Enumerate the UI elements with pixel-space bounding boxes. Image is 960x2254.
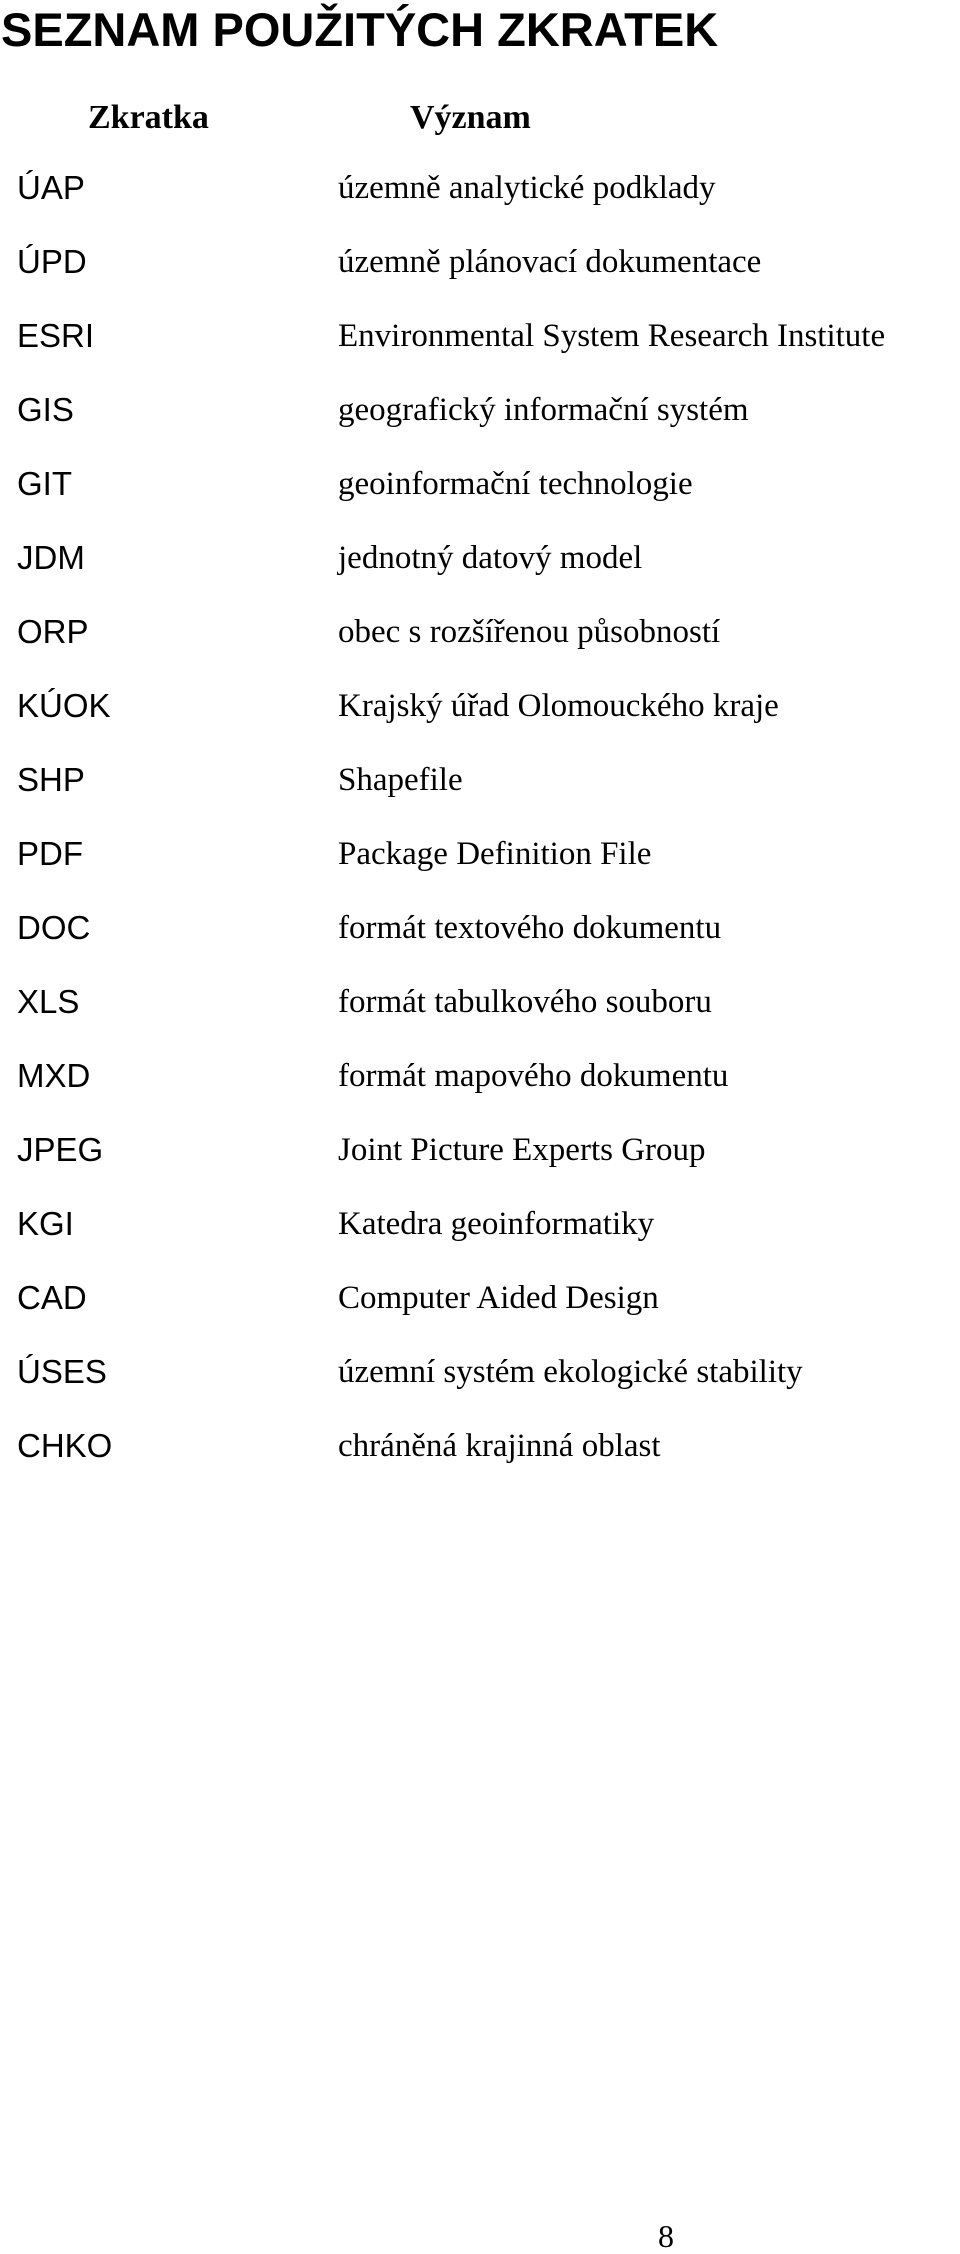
abbreviation: DOC xyxy=(17,909,91,946)
abbreviation-row xyxy=(0,166,960,240)
abbreviation-row xyxy=(0,462,960,536)
abbreviation-row xyxy=(0,906,960,980)
abbreviation-list xyxy=(0,166,960,1498)
abbreviation-row xyxy=(0,1128,960,1202)
abbreviation: XLS xyxy=(17,983,80,1020)
abbreviation: KGI xyxy=(17,1205,74,1242)
abbreviation-meaning: geoinformační technologie xyxy=(338,466,693,502)
abbreviation: MXD xyxy=(17,1057,91,1094)
abbreviation-meaning: územně analytické podklady xyxy=(338,170,716,206)
abbreviation-row xyxy=(0,388,960,462)
column-header-abbreviation: Zkratka xyxy=(88,99,209,136)
abbreviation-row xyxy=(0,1202,960,1276)
abbreviation-meaning: Joint Picture Experts Group xyxy=(338,1132,706,1168)
page-title: SEZNAM POUŽITÝCH ZKRATEK xyxy=(1,3,719,56)
abbreviation-meaning: Package Definition File xyxy=(338,836,652,872)
abbreviation-row xyxy=(0,610,960,684)
abbreviation-row xyxy=(0,1276,960,1350)
abbreviation-meaning: jednotný datový model xyxy=(338,540,643,576)
abbreviation: ESRI xyxy=(17,317,95,354)
abbreviation-row xyxy=(0,980,960,1054)
abbreviation-row xyxy=(0,1424,960,1498)
abbreviation-row xyxy=(0,314,960,388)
abbreviation-meaning: Krajský úřad Olomouckého kraje xyxy=(338,688,779,724)
abbreviation-meaning: Katedra geoinformatiky xyxy=(338,1206,655,1242)
abbreviation: CHKO xyxy=(17,1427,113,1464)
abbreviation-row xyxy=(0,832,960,906)
abbreviation-row xyxy=(0,758,960,832)
abbreviation-meaning: územně plánovací dokumentace xyxy=(338,244,762,280)
abbreviation-meaning: chráněná krajinná oblast xyxy=(338,1428,661,1464)
abbreviation-row xyxy=(0,684,960,758)
abbreviation: ÚPD xyxy=(17,243,87,280)
abbreviation-meaning: Computer Aided Design xyxy=(338,1280,659,1316)
column-header-meaning: Význam xyxy=(410,99,531,136)
abbreviation: CAD xyxy=(17,1279,87,1316)
abbreviation: SHP xyxy=(17,761,85,798)
abbreviation: GIS xyxy=(17,391,74,428)
abbreviation: KÚOK xyxy=(17,687,111,724)
abbreviation-meaning: geografický informační systém xyxy=(338,392,749,428)
abbreviation-row xyxy=(0,240,960,314)
abbreviation-meaning: formát textového dokumentu xyxy=(338,910,722,946)
abbreviation-row xyxy=(0,1054,960,1128)
abbreviation-meaning: formát mapového dokumentu xyxy=(338,1058,729,1094)
abbreviation: JPEG xyxy=(17,1131,104,1168)
abbreviation: JDM xyxy=(17,539,85,576)
abbreviation-meaning: Environmental System Research Institute xyxy=(338,318,886,354)
abbreviation: ÚSES xyxy=(17,1353,107,1390)
page-number: 8 xyxy=(658,2218,674,2254)
abbreviation: ORP xyxy=(17,613,89,650)
abbreviation: PDF xyxy=(17,835,83,872)
abbreviation-meaning: formát tabulkového souboru xyxy=(338,984,712,1020)
abbreviation: GIT xyxy=(17,465,72,502)
abbreviation-meaning: územní systém ekologické stability xyxy=(338,1354,803,1390)
abbreviation: ÚAP xyxy=(17,169,85,206)
abbreviation-meaning: Shapefile xyxy=(338,762,463,798)
abbreviation-row xyxy=(0,536,960,610)
abbreviation-meaning: obec s rozšířenou působností xyxy=(338,614,721,650)
abbreviation-row xyxy=(0,1350,960,1424)
